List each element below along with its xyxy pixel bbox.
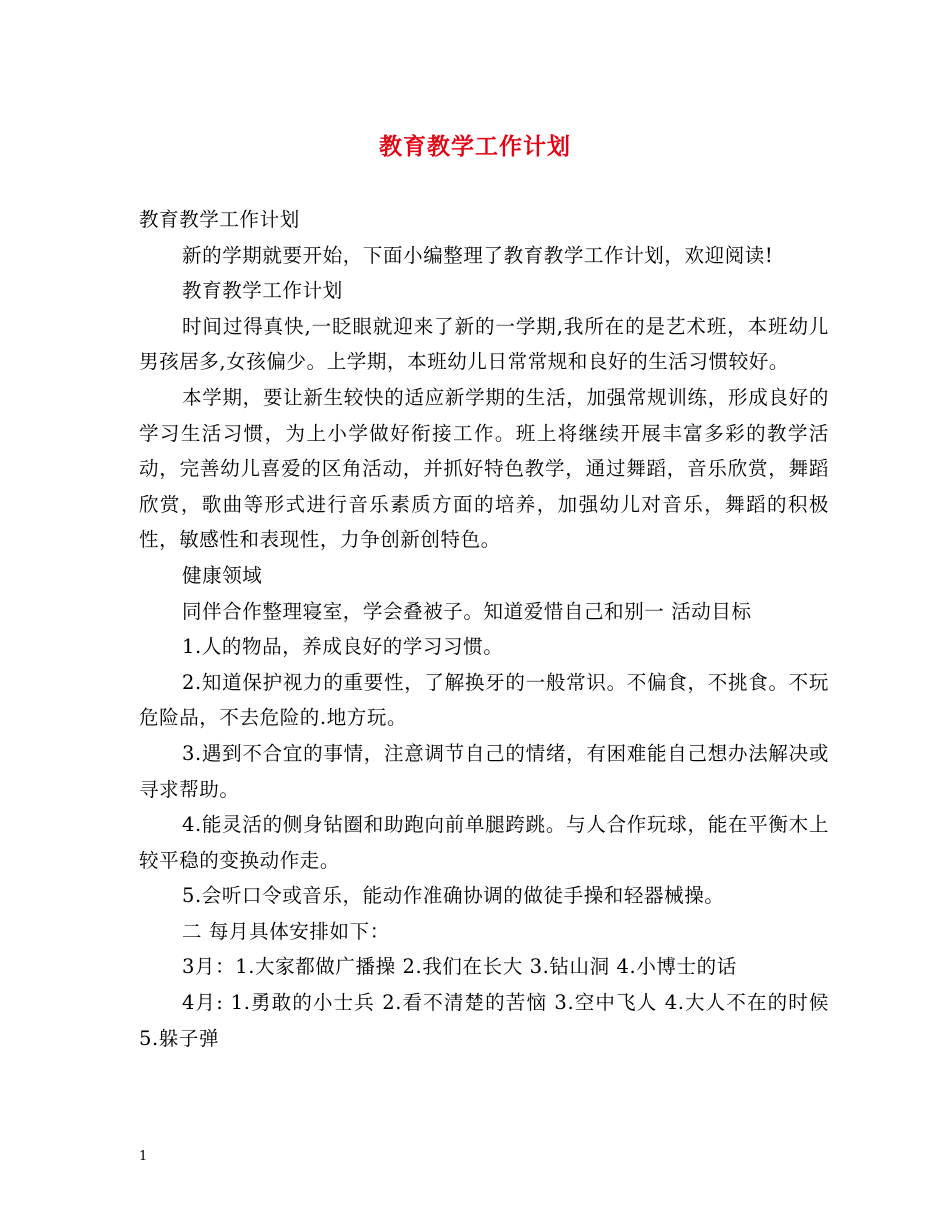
list-item: 4.能灵活的侧身钻圈和助跑向前单腿跨跳。与人合作玩球，能在平衡木上较平稳的变换动作走。 <box>139 813 829 872</box>
schedule-item: 3月：1.大家都做广播操 2.我们在长大 3.钻山洞 4.小博士的话 <box>182 955 737 979</box>
list-item: 3.遇到不合宜的事情，注意调节自己的情绪，有困难能自己想办法解决或寻求帮助。 <box>139 741 829 801</box>
page-title: 教育教学工作计划 <box>379 133 571 160</box>
document-body <box>139 202 829 1056</box>
document-heading: 教育教学工作计划 <box>139 208 300 231</box>
monthly-schedule-heading: 二 每月具体安排如下： <box>182 919 390 943</box>
section-heading: 教育教学工作计划 <box>182 279 343 303</box>
intro-paragraph: 新的学期就要开始，下面小编整理了教育教学工作计划，欢迎阅读! <box>182 243 774 267</box>
health-domain-heading: 健康领域 <box>182 563 263 587</box>
page-number: 1 <box>139 1149 148 1164</box>
list-item: 5.会听口令或音乐，能动作准确协调的做徒手操和轻器械操。 <box>182 884 725 908</box>
schedule-item: 4月: 1.勇敢的小士兵 2.看不清楚的苦恼 3.空中飞人 4.大人不在的时候 5.躲子弹 <box>139 991 829 1050</box>
paragraph: 时间过得真快,一眨眼就迎来了新的一学期,我所在的是艺术班，本班幼儿男孩居多,女孩偏少。上学期，本班幼儿日常常规和良好的生活习惯较好。 <box>139 314 829 374</box>
paragraph: 本学期，要让新生较快的适应新学期的生活，加强常规训练，形成良好的学习生活习惯，为上小学做好衔接工作。班上将继续开展丰富多彩的教学活动，完善幼儿喜爱的区角活动，并抓好特色教学，通过舞蹈，音乐欣赏，舞蹈欣赏，歌曲等形式进行音乐素质方面的培养，加强幼儿对音乐，舞蹈的积极性，敏感性和表现性，力争创新创特色。 <box>139 385 829 552</box>
list-item: 1.人的物品，养成良好的学习习惯。 <box>182 635 504 659</box>
list-item: 2.知道保护视力的重要性，了解换牙的一般常识。不偏食，不挑食。不玩危险品，不去危险的.地方玩。 <box>139 670 829 730</box>
paragraph: 同伴合作整理寝室，学会叠被子。知道爱惜自己和别一 活动目标 <box>182 599 752 623</box>
